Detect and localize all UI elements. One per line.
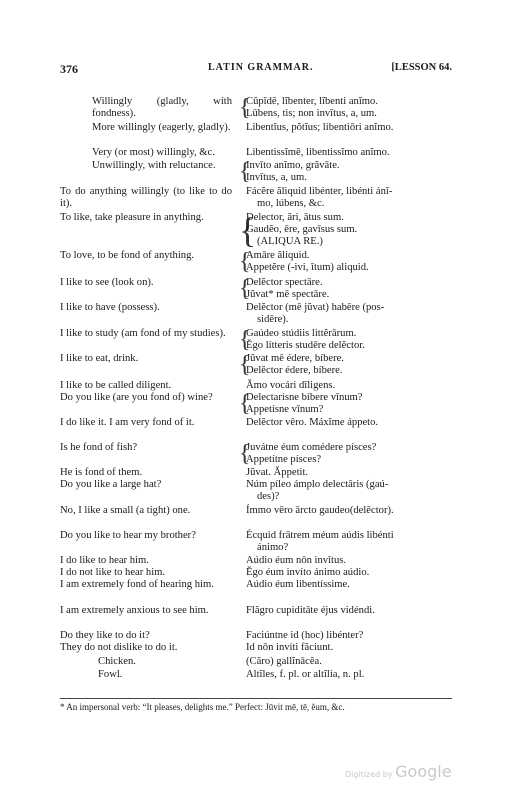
latin-line: mo, lúbens, &c.	[257, 198, 325, 209]
latin-translation	[246, 579, 442, 591]
latin-line: Gaúdeo stúdiis littĕrārum.	[246, 328, 357, 339]
latin-translation	[246, 417, 442, 429]
latin-line: Invītus, a, um.	[246, 172, 307, 183]
latin-line: Faciúntne id (hoc) libénter?	[246, 630, 364, 641]
latin-translation	[246, 605, 442, 617]
latin-translation	[246, 555, 442, 567]
english-phrase: To do anything willingly (to like to do it).	[60, 186, 232, 209]
latin-line: Libentĭus, pŏtĭus; libentiōri anĭmo.	[246, 122, 394, 133]
latin-line: des)?	[257, 491, 280, 502]
english-phrase: I like to be called diligent.	[60, 380, 172, 391]
brace-mark: {	[239, 391, 251, 417]
latin-translation	[246, 505, 442, 517]
latin-translation	[246, 186, 442, 210]
latin-line: Ĕgo lítteris studēre delĕctor.	[246, 340, 365, 351]
english-phrase: Chicken.	[98, 656, 136, 667]
latin-translation	[246, 160, 442, 184]
english-phrase: Willingly (gladly, with fondness).	[92, 96, 232, 119]
latin-line: Delector, ări, ātus sum.	[246, 212, 344, 223]
latin-line: Appetĕre (-ivi, ītum) aliquid.	[246, 262, 369, 273]
english-phrase: To love, to be fond of anything.	[60, 250, 195, 261]
latin-translation	[246, 96, 442, 120]
english-phrase: They do not dislike to do it.	[60, 642, 178, 653]
latin-line: Delectarísne bíbere vīnum?	[246, 392, 363, 403]
latin-translation	[246, 669, 442, 681]
lesson-label: [LESSON 64.	[391, 62, 452, 73]
latin-translation	[246, 147, 442, 159]
latin-line: Invīto anĭmo, grăvāte.	[246, 160, 340, 171]
brace-mark: {	[239, 210, 257, 250]
brace-mark: {	[239, 159, 251, 185]
latin-translation	[246, 656, 442, 668]
latin-line: Cŭpĭdē, lĭbenter, lĭbenti anĭmo.	[246, 96, 378, 107]
latin-translation	[246, 250, 442, 274]
latin-line: Jŭvat. Ăppetit.	[246, 467, 309, 478]
latin-line: Aúdio éum nōn invītus.	[246, 555, 347, 566]
english-phrase: I do like it. I am very fond of it.	[60, 417, 195, 428]
latin-line: Fácĕre ăliquid libénter, libénti ánĭ-	[246, 186, 393, 197]
latin-translation	[246, 380, 442, 392]
latin-translation	[246, 642, 442, 654]
latin-line: Ămo vocári dīligens.	[246, 380, 336, 391]
english-phrase: No, I like a small (a tight) one.	[60, 505, 191, 516]
latin-translation	[246, 567, 442, 579]
english-phrase: Do they like to do it?	[60, 630, 150, 641]
latin-translation	[246, 328, 442, 352]
brace-mark: {	[239, 276, 251, 302]
latin-line: Jŭvat* mē spectāre.	[246, 289, 330, 300]
latin-line: Flăgro cupiditāte éjus vidéndi.	[246, 605, 375, 616]
brace-mark: {	[239, 352, 251, 378]
latin-line: Id nōn invíti făciunt.	[246, 642, 334, 653]
footnote-rule	[60, 698, 452, 699]
latin-line: ánimo?	[257, 542, 289, 553]
latin-translation	[246, 530, 442, 554]
latin-line: Delĕctor spectāre.	[246, 277, 323, 288]
english-phrase: Fowl.	[98, 669, 123, 680]
latin-line: Delĕctor édere, bíbere.	[246, 365, 343, 376]
brace-mark: {	[239, 249, 251, 275]
latin-line: Ímmo vēro ārcto gaudeo(delēctor).	[246, 505, 394, 516]
english-phrase: Very (or most) willingly, &c.	[92, 147, 215, 158]
english-phrase: I am extremely fond of hearing him.	[60, 579, 214, 590]
latin-translation	[246, 630, 442, 642]
latin-line: Lūbens, tis; non invītus, a, um.	[246, 108, 377, 119]
latin-translation	[246, 353, 442, 377]
english-phrase: More willingly (eagerly, gladly).	[92, 122, 231, 133]
brace-mark: {	[239, 327, 251, 353]
english-phrase: He is fond of them.	[60, 467, 143, 478]
english-phrase: Is he fond of fish?	[60, 442, 138, 453]
latin-translation	[246, 392, 442, 416]
latin-translation	[246, 302, 442, 326]
latin-line: Appetísne vīnum?	[246, 404, 324, 415]
english-phrase: I do like to hear him.	[60, 555, 149, 566]
english-phrase: Do you like to hear my brother?	[60, 530, 196, 541]
latin-translation	[246, 479, 442, 503]
page-number: 376	[60, 62, 78, 76]
english-phrase: I do not like to hear him.	[60, 567, 166, 578]
latin-line: Aúdio éum libentíssime.	[246, 579, 350, 590]
latin-line: Jŭvat mē édere, bíbere.	[246, 353, 344, 364]
latin-line: Juvátne éum comédere písces?	[246, 442, 377, 453]
running-title: LATIN GRAMMAR.	[208, 62, 314, 73]
latin-line: (Căro) gallĭnācĕa.	[246, 656, 322, 667]
english-phrase: Unwillingly, with reluctance.	[92, 160, 216, 171]
watermark-brand: Google	[395, 762, 452, 781]
latin-line: Núm píleo ámplo delectāris (gaú-	[246, 479, 389, 490]
brace-mark: {	[239, 95, 251, 121]
latin-line: sidēre).	[257, 314, 289, 325]
english-phrase: I like to study (am fond of my studies).	[60, 328, 226, 339]
english-phrase: Do you like a large hat?	[60, 479, 162, 490]
english-phrase: I like to eat, drink.	[60, 353, 139, 364]
latin-line: Altĭles, f. pl. or altĭlia, n. pl.	[246, 669, 365, 680]
latin-translation	[246, 212, 442, 248]
latin-line: Écquid frātrem méum aúdis libénti	[246, 530, 394, 541]
latin-translation	[246, 277, 442, 301]
latin-translation	[246, 122, 442, 134]
english-phrase: To like, take pleasure in anything.	[60, 212, 204, 223]
footnote: * An impersonal verb: “It pleases, delights me.” Perfect: Jūvit mē, tē, ĕum, &c.	[60, 702, 345, 712]
english-phrase: I like to have (possess).	[60, 302, 160, 313]
latin-line: Appetítne písces?	[246, 454, 322, 465]
latin-line: Delĕctor (mē jŭvat) habēre (pos-	[246, 302, 385, 313]
english-phrase: Do you like (are you fond of) wine?	[60, 392, 213, 403]
page-header	[60, 62, 452, 78]
english-phrase: I like to see (look on).	[60, 277, 154, 288]
latin-line: Libentissĭmē, libentissĭmo anĭmo.	[246, 147, 390, 158]
watermark-prefix: Digitized by	[345, 770, 393, 779]
brace-mark: {	[239, 441, 251, 467]
latin-line: Ĕgo éum invíto ánimo aúdio.	[246, 567, 370, 578]
latin-line: Amāre ăliquid.	[246, 250, 310, 261]
watermark	[345, 762, 452, 781]
latin-line: (ALIQUA RE.)	[257, 236, 323, 247]
latin-line: Gaudĕo, ēre, gavīsus sum.	[246, 224, 358, 235]
latin-line: Delĕctor vēro. Máxĭme áppeto.	[246, 417, 379, 428]
english-phrase: I am extremely anxious to see him.	[60, 605, 209, 616]
latin-translation	[246, 442, 442, 466]
latin-translation	[246, 467, 442, 479]
